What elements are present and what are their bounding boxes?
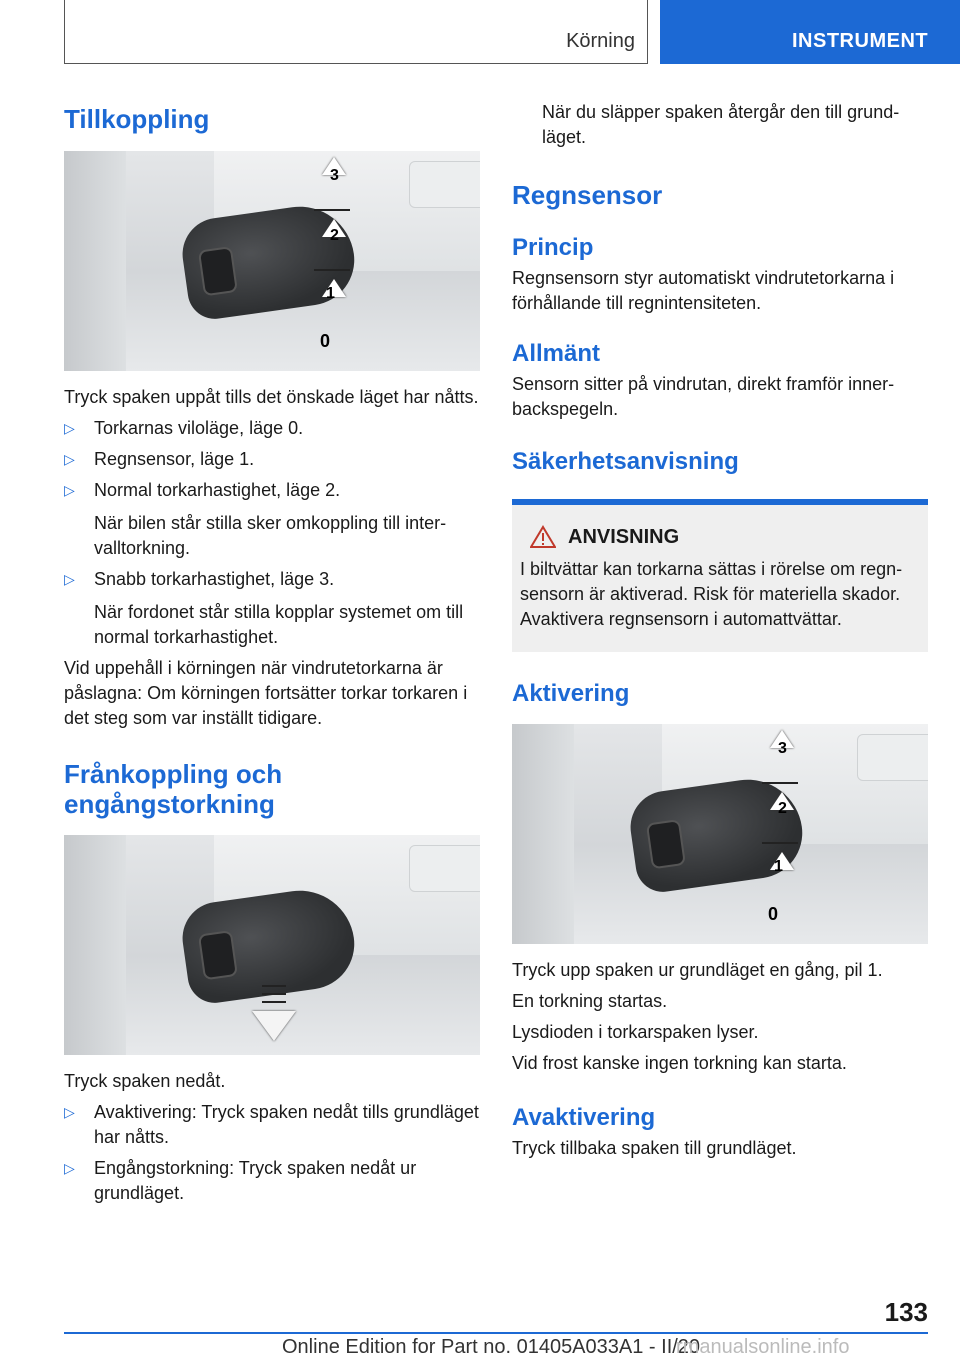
notice-text: I biltvättar kan torkarna sättas i rörelse om regnsensorn är aktiverad. Risk för materiella skador. Avaktivera regnsensorn i automattvättar.: [520, 559, 903, 629]
list-item-subtext: När bilen står stilla sker omkoppling till intervalltorkning.: [94, 513, 447, 558]
list-item: [64, 567, 480, 650]
heading-regnsensor: Regnsensor: [512, 180, 663, 210]
notice-box: [512, 499, 928, 652]
text-slapper: När du släpper spaken återgår den till grundläget.: [542, 102, 900, 147]
footer-divider: [64, 1332, 928, 1334]
list-item: [64, 1100, 480, 1150]
list-item-text: Snabb torkarhastighet, läge 3.: [94, 569, 335, 589]
list-item-text: Regnsensor, läge 1.: [94, 449, 255, 469]
figure-pillar: [512, 724, 574, 944]
figure-dash-vent: [409, 845, 480, 892]
warning-triangle-icon: [530, 525, 556, 549]
figure-notch: [262, 1001, 286, 1003]
triangle-right-icon: ▷: [64, 451, 75, 467]
text-allmant: Sensorn sitter på vindrutan, direkt framför innerbackspegeln.: [512, 374, 895, 419]
text-aktivering-1: Tryck upp spaken ur grundläget en gång, pil 1.: [512, 960, 883, 980]
list-item-text: Torkarnas viloläge, läge 0.: [94, 418, 304, 438]
figure-dash-vent: [409, 161, 480, 208]
list-item: [64, 478, 480, 561]
figure-label-1: 1: [326, 285, 335, 302]
text-aktivering-4: Vid frost kanske ingen torkning kan starta.: [512, 1053, 847, 1073]
heading-frankoppling: Frånkoppling och engångstorkning: [64, 759, 283, 819]
text-uppehall: Vid uppehåll i körningen när vindrutetorkarna är påslagna: Om körningen fortsätter torkar torkaren i det steg som var inställt tidigare.: [64, 658, 468, 728]
figure-label-2: 2: [330, 227, 339, 244]
text-princip: Regnsensorn styr automatiskt vindrutetorkarna i förhållande till regnintensiteten.: [512, 268, 895, 313]
figure-label-2: 2: [778, 800, 787, 817]
triangle-right-icon: ▷: [64, 420, 75, 436]
figure-notch: [314, 209, 350, 211]
header-chapter-title: INSTRUMENT: [792, 30, 929, 52]
figure-wiper-lever: [178, 884, 360, 1007]
footer-watermark: rmanualsonline.info: [676, 1336, 850, 1358]
figure-notch: [262, 993, 286, 995]
triangle-right-icon: ▷: [64, 571, 75, 587]
figure-label-0: 0: [320, 331, 331, 351]
list-item-text: Avaktivering: Tryck spaken nedåt tills grundläget har nåtts.: [94, 1102, 479, 1147]
footer-edition: Online Edition for Part no. 01405A033A1 - II/20: [282, 1336, 701, 1358]
list-item: [64, 1156, 480, 1206]
text-aktivering-3: Lysdioden i torkarspaken lyser.: [512, 1022, 759, 1042]
notice-title: ANVISNING: [568, 526, 680, 548]
list-item-text: Engångstorkning: Tryck spaken nedåt ur grundläget.: [94, 1158, 417, 1203]
figure-pillar: [64, 151, 126, 371]
figure-lever-activate: [512, 724, 928, 944]
figure-notch: [314, 269, 350, 271]
figure-lever-down: [64, 835, 480, 1055]
heading-tillkoppling: Tillkoppling: [64, 104, 210, 134]
heading-aktivering: Aktivering: [512, 680, 630, 707]
triangle-right-icon: ▷: [64, 482, 75, 498]
bullet-list-off: [64, 1100, 480, 1206]
header-section-title: Körning: [566, 30, 635, 52]
triangle-right-icon: ▷: [64, 1160, 75, 1176]
text-aktivering-2: En torkning startas.: [512, 991, 668, 1011]
figure-pillar: [64, 835, 126, 1055]
bullet-list-positions: [64, 416, 480, 650]
notice-header: [520, 525, 920, 549]
list-item: [64, 447, 480, 472]
text-avaktivering: Tryck tillbaka spaken till grundläget.: [512, 1138, 797, 1158]
right-column: [512, 96, 928, 1161]
figure-notch: [762, 842, 798, 844]
figure-notch: [262, 985, 286, 987]
list-item: [64, 416, 480, 441]
heading-sakerhet: Säkerhetsanvisning: [512, 448, 739, 475]
figure-label-1: 1: [774, 858, 783, 875]
figure-dash-vent: [857, 734, 928, 781]
figure-label-0: 0: [768, 904, 779, 924]
text-tryck-ned: Tryck spaken nedåt.: [64, 1071, 226, 1091]
text-tryck-upp: Tryck spaken uppåt tills det önskade läget har nåtts.: [64, 387, 479, 407]
figure-notch: [762, 782, 798, 784]
header-section-box: [64, 0, 648, 64]
figure-lever-up: [64, 151, 480, 371]
header-chapter-tab: [660, 0, 960, 64]
heading-avaktivering: Avaktivering: [512, 1104, 656, 1131]
figure-label-3: 3: [330, 167, 339, 184]
arrow-down-icon: [252, 1011, 296, 1041]
figure-label-3: 3: [778, 740, 787, 757]
list-item-text: Normal torkarhastighet, läge 2.: [94, 480, 341, 500]
left-column: [64, 96, 480, 1206]
list-item-subtext: När fordonet står stilla kopplar systemet om till normal torkarhastighet.: [94, 602, 464, 647]
triangle-right-icon: ▷: [64, 1104, 75, 1120]
heading-allmant: Allmänt: [512, 340, 601, 367]
page-number: 133: [884, 1297, 928, 1327]
heading-princip: Princip: [512, 234, 594, 261]
